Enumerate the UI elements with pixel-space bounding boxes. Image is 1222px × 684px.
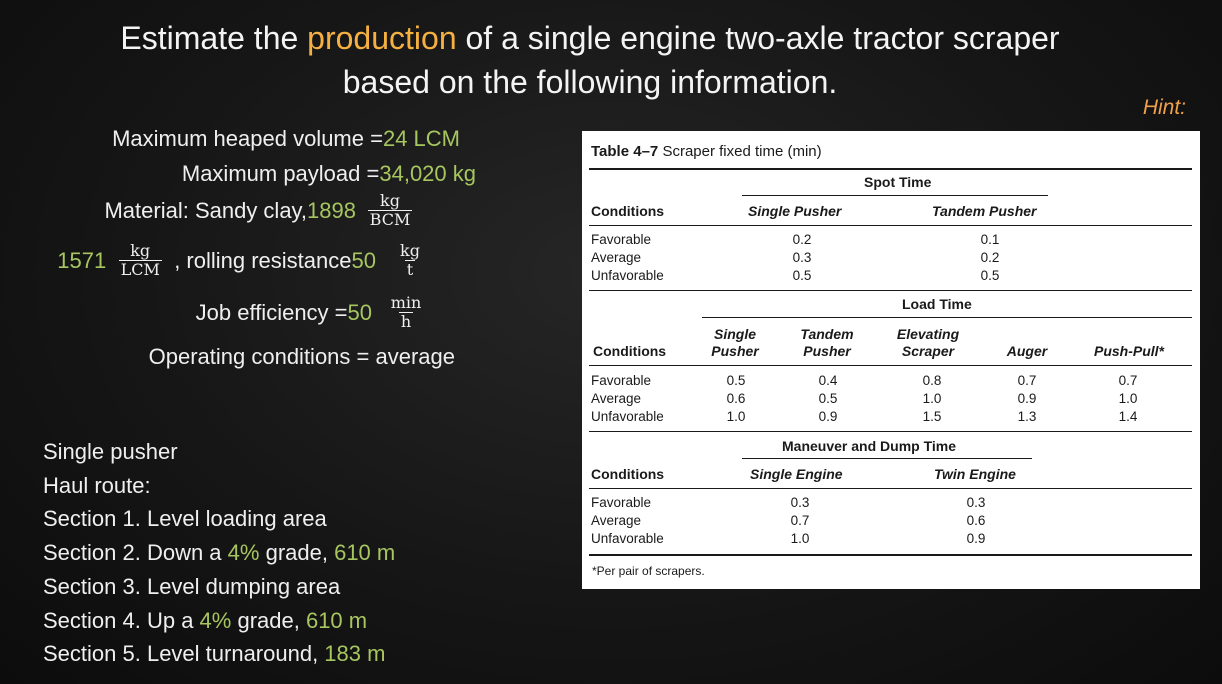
cell: 0.7 [1017,373,1037,388]
cell: 1.0 [790,531,810,546]
cell: 0.9 [818,409,838,424]
rule [742,195,1048,196]
col-single-engine: Single Engine [750,466,843,482]
section-2 [43,536,395,570]
rule [589,365,1192,366]
row-label: Favorable [591,495,652,510]
section-5 [43,637,395,671]
cell: 0.5 [726,373,746,388]
unit-fraction [358,192,422,229]
text: Section 5. Level turnaround, [43,641,325,667]
numerator: min [390,293,422,312]
conditions-header: Conditions [591,466,665,482]
col-twin-engine: Twin Engine [934,466,1016,482]
maneuver-heading: Maneuver and Dump Time [782,438,957,454]
row-label: Average [591,250,642,265]
col-single-pusher: Single Pusher [748,203,842,219]
denominator: h [400,312,412,331]
denominator: t [406,260,414,279]
value: 4% [199,607,232,633]
load-time-heading: Load Time [902,296,972,312]
value: 1898 [307,197,356,223]
cell: 0.3 [792,250,812,265]
row-label: Average [591,513,642,528]
unit-fraction [378,242,442,279]
spot-time-heading: Spot Time [864,174,932,190]
col-elevating-scraper [888,326,968,360]
rule [589,431,1192,432]
cell: 1.0 [726,409,746,424]
text: grade, [231,607,306,633]
rule [589,488,1192,489]
conditions-header: Conditions [593,343,667,359]
rule [589,554,1192,556]
numerator: kg [400,241,420,260]
header-line: Elevating [896,326,960,342]
table-number: Table 4–7 [591,143,659,160]
value: 34,020 kg [379,161,476,186]
row-label: Unfavorable [591,268,664,283]
row-label: Favorable [591,373,652,388]
cell: 1.3 [1017,409,1037,424]
cell: 0.8 [922,373,942,388]
section-1: Section 1. Level loading area [43,506,327,532]
payload-line [182,161,476,187]
col-tandem-pusher: Tandem Pusher [932,203,1037,219]
section-3: Section 3. Level dumping area [43,573,341,599]
title-text: Estimate the [120,20,308,56]
numerator: kg [130,241,151,260]
label: Maximum heaped volume = [112,126,383,151]
loose-density-line [57,242,444,279]
header-line: Pusher [803,343,851,359]
cell: 0.2 [792,232,812,247]
value: 50 [347,299,372,325]
unit-fraction [108,242,172,279]
numerator: kg [380,191,400,210]
cell: 0.5 [792,268,812,283]
rule [589,290,1192,291]
table-title [591,143,822,160]
label: Job efficiency = [195,299,348,325]
cell: 0.7 [790,513,810,528]
rule [702,317,1192,318]
heaped-volume-line [112,126,460,152]
cell: 0.7 [1118,373,1138,388]
cell: 0.6 [966,513,986,528]
slide-title [40,16,1140,104]
cell: 1.0 [1118,391,1138,406]
header-line: Single [713,326,756,342]
col-push-pull: Push-Pull* [1093,343,1164,359]
col-single-pusher [700,326,770,360]
row-label: Average [591,391,642,406]
col-tandem-pusher [792,326,862,360]
title-text: of a single engine two-axle tractor scraper [456,20,1060,56]
haul-route [43,435,395,671]
value: 4% [227,540,260,566]
table-caption: Scraper fixed time (min) [662,143,822,160]
cell: 1.0 [922,391,942,406]
row-label: Favorable [591,232,652,247]
value: 610 m [334,540,396,566]
cell: 0.5 [980,268,1000,283]
cell: 0.4 [818,373,838,388]
operating-conditions-line: Operating conditions = average [148,344,455,369]
value: 183 m [324,641,386,667]
haul-route-heading: Haul route: [43,472,151,498]
rule [589,225,1192,226]
header-line: Pusher [711,343,759,359]
label: , rolling resistance [174,247,352,273]
value: 24 LCM [382,126,460,151]
label: Material: Sandy clay, [104,197,308,223]
value: 50 [351,247,376,273]
cell: 0.3 [790,495,810,510]
pusher-line: Single pusher [43,439,178,464]
header-line: Tandem [800,326,854,342]
row-label: Unfavorable [591,531,664,546]
col-auger: Auger [1006,343,1048,359]
text: grade, [259,540,335,566]
label: Maximum payload = [181,161,380,186]
unit-fraction [374,294,438,331]
cell: 0.6 [726,391,746,406]
cell: 1.5 [922,409,942,424]
hint-label: Hint: [1142,96,1186,119]
text: Section 2. Down a [43,540,228,566]
rule [742,458,1032,459]
rule [589,168,1192,170]
title-highlight: production [307,20,457,56]
cell: 0.5 [818,391,838,406]
value: 1571 [57,247,107,273]
header-line: Scraper [901,343,955,359]
title-line-2: based on the following information. [342,64,838,100]
material-line [104,192,424,229]
cell: 0.9 [966,531,986,546]
section-4 [43,604,395,638]
row-label: Unfavorable [591,409,664,424]
denominator: BCM [369,210,411,229]
value: 610 m [305,607,368,633]
job-efficiency-line [196,294,440,331]
denominator: LCM [120,260,160,279]
text: Section 4. Up a [43,607,200,633]
table-footnote: *Per pair of scrapers. [592,564,705,578]
cell: 0.1 [980,232,1000,247]
scraper-fixed-time-table [582,131,1200,589]
cell: 0.2 [980,250,1000,265]
cell: 0.3 [966,495,986,510]
cell: 1.4 [1118,409,1138,424]
cell: 0.9 [1017,391,1037,406]
conditions-header: Conditions [591,203,665,219]
